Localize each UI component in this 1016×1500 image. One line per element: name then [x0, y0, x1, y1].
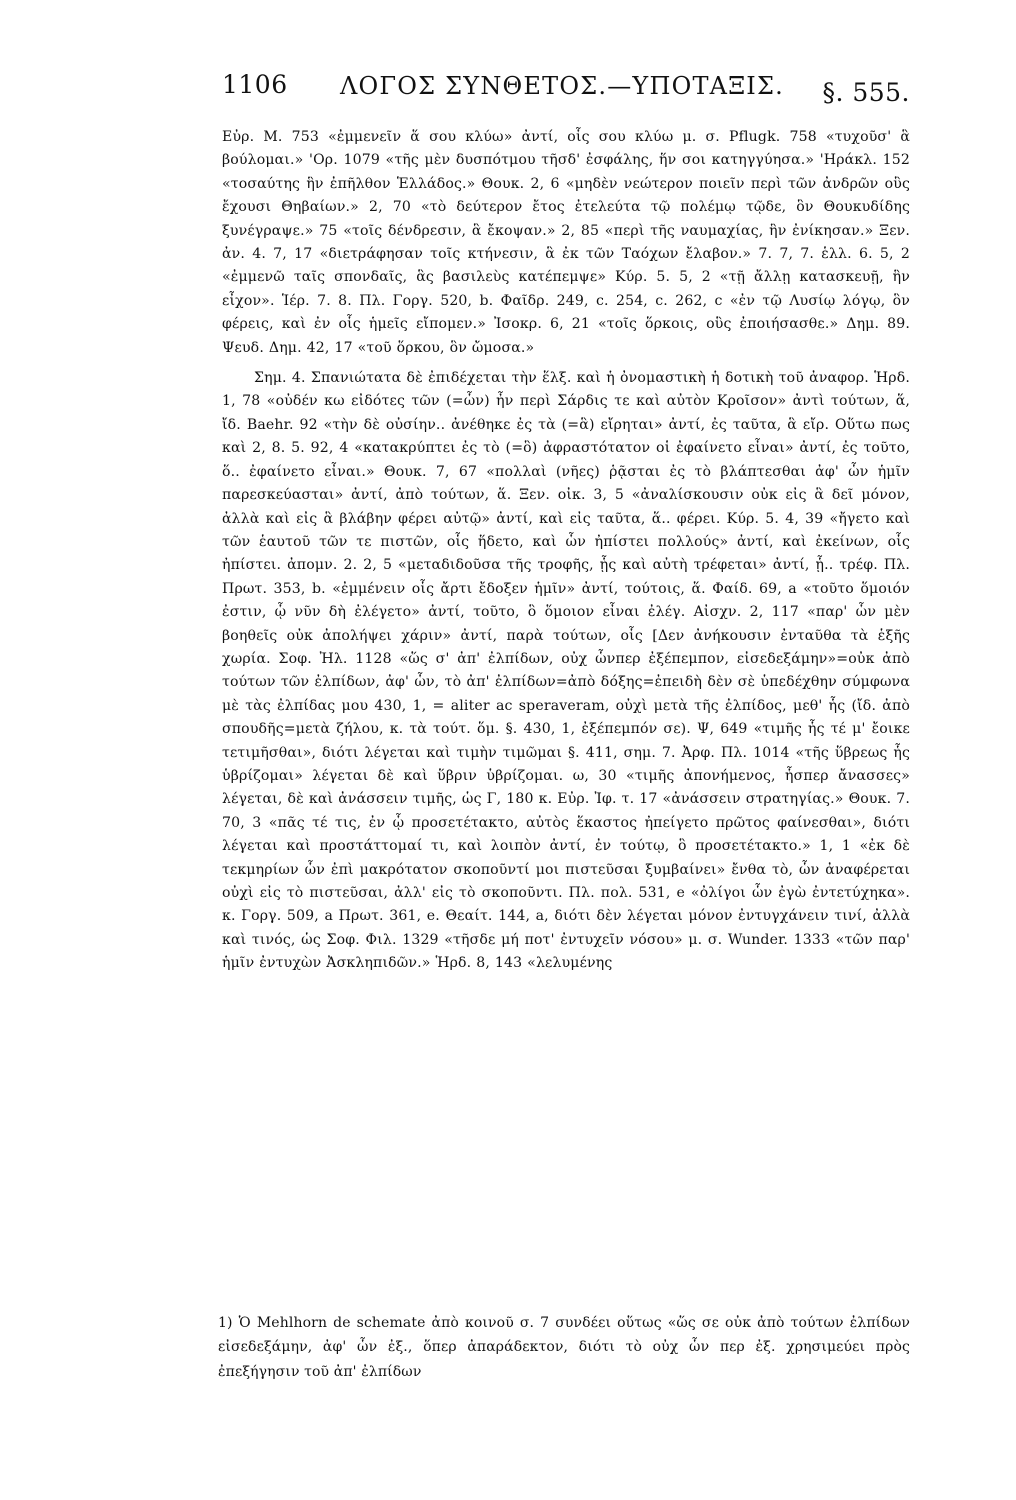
main-text	[222, 126, 910, 976]
paragraph-note-4: Σημ. 4. Σπανιώτατα δὲ ἐπιδέχεται τὴν ἕλξ. καὶ ἡ ὀνομαστικὴ ἡ δοτικὴ τοῦ ἀναφορ. Ἡρδ. 1, 78 «οὐδέν κω εἰδότες τῶν (=ὧν) ἦν περὶ Σάρδις τε καὶ αὐτὸν Κροῖσον» ἀντὶ τούτων, ἅ, ἴδ. Baehr. 92 «τὴν δὲ οὐσίην.. ἀνέθηκε ἐς τὰ (=ἃ) εἴρηται» ἀντί, ἐς ταῦτα, ἃ εἴρ. Οὕτω πως καὶ 2, 8. 5. 92, 4 «κατακρύπτει ἐς τὸ (=ὃ) ἀφραστότατον οἱ ἐφαίνετο εἶναι» ἀντί, ἐς τοῦτο, ὅ.. ἐφαίνετο εἶναι.» Θουκ. 7, 67 «πολλαὶ (νῆες) ῥᾷσται ἐς τὸ βλάπτεσθαι ἀφ' ὧν ἡμῖν παρεσκεύασται» ἀντί, ἀπὸ τούτων, ἅ. Ξεν. οἰκ. 3, 5 «ἀναλίσκουσιν οὐκ εἰς ἃ δεῖ μόνον, ἀλλὰ καὶ εἰς ἃ βλάβην φέρει αὐτῷ» ἀντί, καὶ εἰς ταῦτα, ἅ.. φέρει. Κύρ. 5. 4, 39 «ἤγετο καὶ τῶν ἑαυτοῦ τῶν τε πιστῶν, οἷς ἥδετο, καὶ ὧν ἠπίστει πολλούς» ἀντί, καὶ ἐκείνων, οἷς ἠπίστει. ἀπομν. 2. 2, 5 «μεταδιδοῦσα τῆς τροφῆς, ᾗς καὶ αὐτὴ τρέφεται» ἀντί, ᾗ.. τρέφ. Πλ. Πρωτ. 353, b. «ἐμμένειν οἷς ἄρτι ἔδοξεν ἡμῖν» ἀντί, τούτοις, ἅ. Φαίδ. 69, a «τοῦτο ὅμοιόν ἐστιν, ᾧ νῦν δὴ ἐλέγετο» ἀντί, τοῦτο, ὃ ὅμοιον εἶναι ἐλέγ. Αἰσχν. 2, 117 «παρ' ὧν μὲν βοηθεῖς οὐκ ἀπολήψει χάριν» ἀντί, παρὰ τούτων, οἷς [Δεν ἀνήκουσιν ἐνταῦθα τὰ ἑξῆς χωρία. Σοφ. Ἠλ. 1128 «ὥς σ' ἀπ' ἐλπίδων, οὐχ ὧνπερ ἐξέπεμπον, εἰσεδεξάμην»=οὐκ ἀπὸ τούτων τῶν ἐλπίδων, ἀφ' ὧν, τὸ ἀπ' ἐλπίδων=ἀπὸ δόξης=ἐπειδὴ δὲν σὲ ὑπεδέχθην σύμφωνα μὲ τὰς ἐλπίδας μου 430, 1, = aliter ac speraveram, οὐχὶ μετὰ τῆς ἐλπίδος, μεθ' ἧς (ἴδ. ἀπὸ σπουδῆς=μετὰ ζήλου, κ. τὰ τούτ. ὅμ. §. 430, 1, ἐξέπεμπόν σε). Ψ, 649 «τιμῆς ἧς τέ μ' ἔοικε τετιμῆσθαι», διότι λέγεται καὶ τιμὴν τιμῶμαι §. 411, σημ. 7. Ἀρφ. Πλ. 1014 «τῆς ὕβρεως ἧς ὑβρίζομαι» λέγεται δὲ καὶ ὕβριν ὑβρίζομαι. ω, 30 «τιμῆς ἀπονήμενος, ἧσπερ ἄνασσες» λέγεται, δὲ καὶ ἀνάσσειν τιμῆς, ὡς Γ, 180 κ. Εὐρ. Ἰφ. τ. 17 «ἀνάσσειν στρατηγίας.» Θουκ. 7. 70, 3 «πᾶς τέ τις, ἐν ᾧ προσετέτακτο, αὐτὸς ἕκαστος ἠπείγετο πρῶτος φαίνεσθαι», διότι λέγεται καὶ προστάττομαί τι, καὶ λοιπὸν ἀντί, ἐν τούτῳ, ὃ προσετέτακτο.» 1, 1 «ἐκ δὲ τεκμηρίων ὧν ἐπὶ μακρότατον σκοποῦντί μοι πιστεῦσαι ξυμβαίνει» ἔνθα τὸ, ὧν ἀναφέρεται οὐχὶ εἰς τὸ πιστεῦσαι, ἀλλ' εἰς τὸ σκοποῦντι. Πλ. πολ. 531, e «ὀλίγοι ὧν ἐγὼ ἐντετύχηκα». κ. Γοργ. 509, a Πρωτ. 361, e. Θεαίτ. 144, a, διότι δὲν λέγεται μόνον ἐντυγχάνειν τινί, ἀλλὰ καὶ τινός, ὡς Σοφ. Φιλ. 1329 «τῆσδε μή ποτ' ἐντυχεῖν νόσου» μ. σ. Wunder. 1333 «τῶν παρ' ἡμῖν ἐντυχὼν Ἀσκληπιδῶν.» Ἡρδ. 8, 143 «λελυμένης	[222, 370, 910, 972]
page-header	[222, 70, 912, 114]
section-number: §. 555.	[822, 78, 910, 107]
paragraph-citations: Εὐρ. Μ. 753 «ἐμμενεῖν ἅ σου κλύω» ἀντί, οἷς σου κλύω μ. σ. Pflugk. 758 «τυχοῦσ' ἃ βούλομαι.» 'Ορ. 1079 «τῆς μὲν δυσπότμου τῆσδ' ἐσφάλης, ἥν σοι κατηγγύησα.» 'Ηράκλ. 152 «τοσαύτης ἣν ἐπῆλθον Ἑλλάδος.» Θουκ. 2, 6 «μηδὲν νεώτερον ποιεῖν περὶ τῶν ἀνδρῶν οὓς ἔχουσι Θηβαίων.» 2, 70 «τὸ δεύτερον ἔτος ἐτελεύτα τῷ πολέμῳ τῷδε, ὃν Θουκυδίδης ξυνέγραψε.» 75 «τοῖς δένδρεσιν, ἃ ἔκοψαν.» 2, 85 «περὶ τῆς ναυμαχίας, ἣν ἐνίκησαν.» Ξεν. ἀν. 4. 7, 17 «διετράφησαν τοῖς κτήνεσιν, ἃ ἐκ τῶν Ταόχων ἔλαβον.» 7. 7, 7. ἑλλ. 6. 5, 2 «ἐμμενῶ ταῖς σπονδαῖς, ἃς βασιλεὺς κατέπεμψε» Κύρ. 5. 5, 2 «τῇ ἄλλῃ κατασκευῇ, ἣν εἶχον». Ἱέρ. 7. 8. Πλ. Γοργ. 520, b. Φαῖδρ. 249, c. 254, c. 262, c «ἐν τῷ Λυσίῳ λόγῳ, ὃν φέρεις, καὶ ἐν οἷς ἡμεῖς εἴπομεν.» Ἰσοκρ. 6, 21 «τοῖς ὅρκοις, οὓς ἐποιήσασθε.» Δημ. 89. Ψευδ. Δημ. 42, 17 «τοῦ ὅρκου, ὃν ὤμοσα.»	[222, 129, 910, 356]
running-title: ΛΟΓΟΣ ΣΥΝΘΕΤΟΣ.—ΥΠΟΤΑΞΙΣ.	[340, 72, 784, 100]
footnote-text: 1) Ὁ Mehlhorn de schemate ἀπὸ κοινοῦ σ. 7 συνδέει οὕτως «ὥς σε οὐκ ἀπὸ τούτων ἐλπίδων εἰσεδεξάμην, ἀφ' ὧν ἐξ., ὅπερ ἀπαράδεκτον, διότι τὸ οὐχ ὧν περ ἐξ. χρησιμεύει πρὸς ἐπεξήγησιν τοῦ ἀπ' ἐλπίδων	[218, 1315, 910, 1380]
footnote	[218, 1311, 910, 1384]
page-number: 1106	[222, 70, 288, 99]
footnote-divider	[222, 1296, 910, 1297]
